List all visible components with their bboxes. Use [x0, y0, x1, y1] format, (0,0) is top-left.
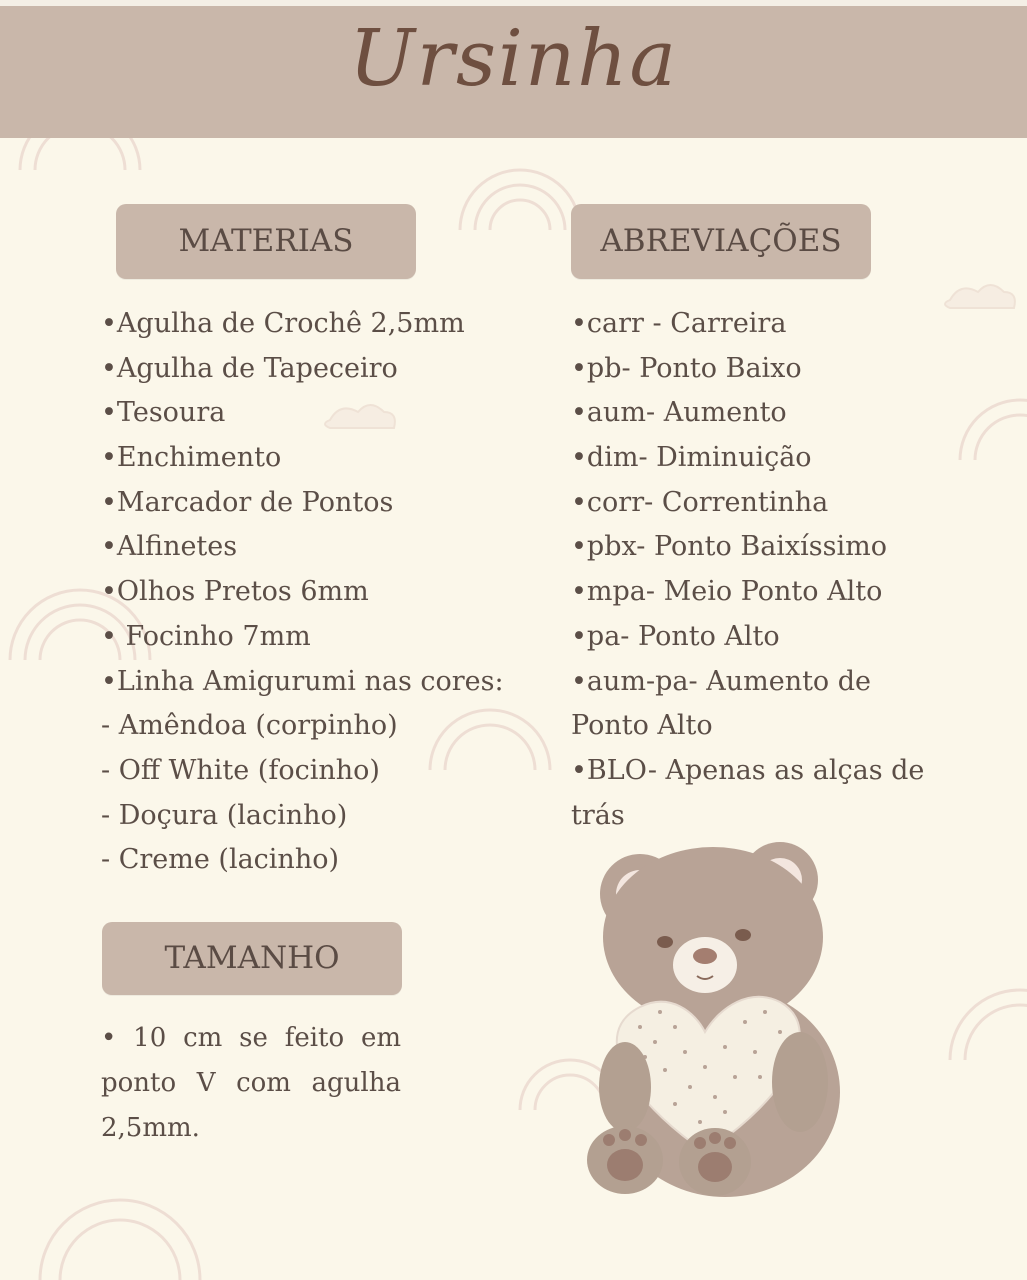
header-banner	[0, 0, 1027, 138]
list-item: •pb- Ponto Baixo	[571, 352, 802, 384]
list-item: - Doçura (lacinho)	[101, 799, 348, 831]
list-item: •aum-pa- Aumento de	[571, 665, 872, 697]
list-item: - Off White (focinho)	[101, 754, 380, 786]
list-item: •pbx- Ponto Baixíssimo	[571, 531, 887, 563]
list-item: trás	[571, 799, 625, 831]
list-item: •dim- Diminuição	[571, 442, 812, 474]
materials-heading-label: MATERIAS	[178, 223, 354, 259]
list-item: •Linha Amigurumi nas cores:	[101, 665, 504, 697]
list-item: •BLO- Apenas as alças de	[571, 754, 925, 786]
list-item: • Focinho 7mm	[101, 620, 311, 652]
size-heading	[102, 922, 402, 995]
list-item: •aum- Aumento	[571, 397, 787, 429]
list-item: •Tesoura	[101, 397, 226, 429]
list-item: •mpa- Meio Ponto Alto	[571, 576, 883, 608]
top-strip	[0, 0, 1027, 6]
list-item: •Alfinetes	[101, 531, 238, 563]
page-title: Ursinha	[349, 14, 678, 104]
list-item: •Marcador de Pontos	[101, 486, 394, 518]
size-heading-label: TAMANHO	[164, 940, 340, 976]
list-item: •Enchimento	[101, 442, 282, 474]
list-item: •Olhos Pretos 6mm	[101, 576, 369, 608]
size-description: • 10 cm se feito em ponto V com agulha 2,5mm.	[101, 1023, 401, 1143]
list-item: •Agulha de Tapeceiro	[101, 352, 398, 384]
materials-list	[101, 302, 504, 883]
list-item: - Amêndoa (corpinho)	[101, 710, 398, 742]
abbreviations-heading-label: ABREVIAÇÕES	[600, 223, 842, 259]
abbreviations-heading	[571, 204, 871, 279]
list-item: •Agulha de Crochê 2,5mm	[101, 308, 465, 339]
list-item: - Creme (lacinho)	[101, 844, 340, 876]
list-item: •pa- Ponto Alto	[571, 620, 780, 652]
list-item: Ponto Alto	[571, 710, 713, 742]
teddy-bear-with-heart-icon	[585, 842, 855, 1200]
list-item: •corr- Correntinha	[571, 486, 829, 518]
materials-heading	[116, 204, 416, 279]
list-item: •carr - Carreira	[571, 308, 787, 339]
abbreviations-list	[571, 302, 924, 838]
